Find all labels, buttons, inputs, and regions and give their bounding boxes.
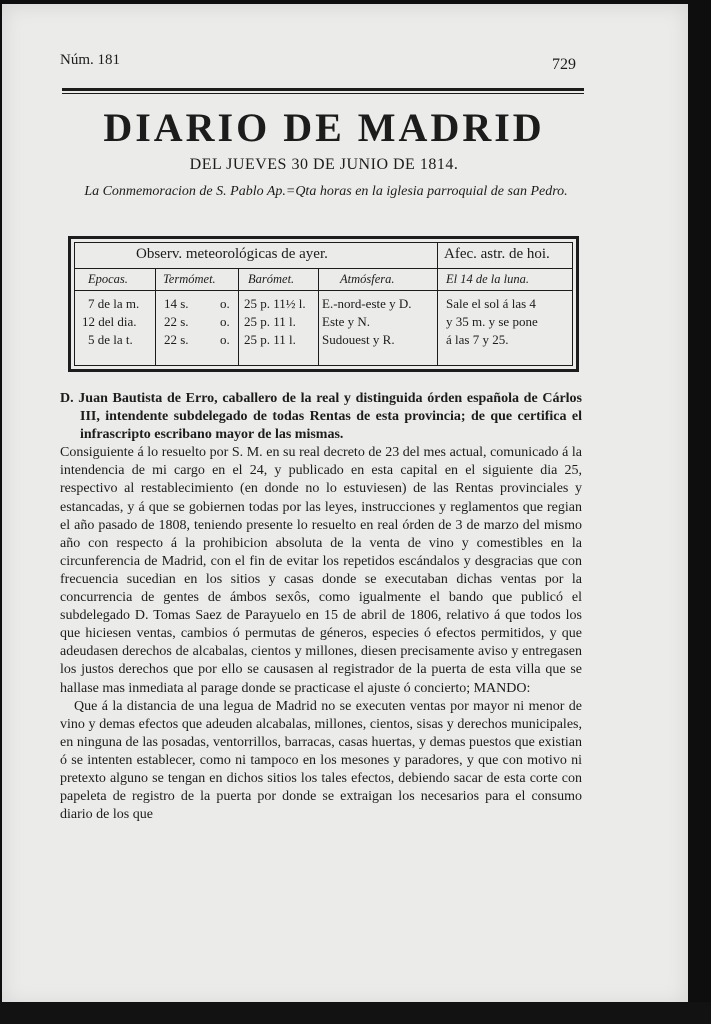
col-divider-3	[318, 269, 319, 366]
row-3-atmos: Sudouest y R.	[322, 332, 395, 347]
astro-line-1: Sale el sol á las 4	[446, 296, 536, 311]
header-rule-top	[62, 88, 584, 91]
col-divider-1	[155, 269, 156, 366]
row-2-epoca: 12 del dia.	[82, 314, 137, 329]
astro-title: Afec. astr. de hoi.	[444, 246, 550, 262]
astro-line-3: á las 7 y 25.	[446, 332, 509, 347]
columns-divider	[75, 290, 572, 291]
weather-table-content	[68, 236, 579, 372]
astro-line-2: y 35 m. y se pone	[446, 314, 538, 329]
article-paragraph-2: Que á la distancia de una legua de Madrid no se executen ventas por mayor ni menor de vino y demas efectos que adeuden alcabalas, millones, cientos, sisas y derechos municipales, en ninguna de las posadas, ventorrillos, barracas, casas huertas, y demas puestos que existian ó se intenten establecer, como ni tampoco en los mesones y paradores, y que con motivo ni pretexto alguno se tengan en dichos sitios los tales efectos, debiendo sacar de esta corte con papeleta de registro de la puerta por donde se extraigan los necesarios para el consumo diario de los que	[60, 698, 582, 823]
col-epocas: Epocas.	[88, 272, 128, 286]
article-body	[60, 390, 582, 824]
scan-background-bottom	[0, 1002, 711, 1024]
article-paragraph-1: Consiguiente á lo resuelto por S. M. en su real decreto de 23 del mes actual, comunicado á la intendencia de mi cargo en el 24, y publicado en esta capital en el siguiente dia 25, respectivo al restablecimiento (en donde no lo estuviesen) de las Rentas provinciales y estancadas, y á que se gobiernen todas por las leyes, instrucciones y reglamentos que regian el año pasado de 1808, teniendo presente lo resuelto en real órden de 3 de marzo del mismo año con respecto á la prohibicion absoluta de la venta de vino y comestibles en la circunferencia de Madrid, con el fin de evitar los repetidos escándalos y desgracias que con frecuencia sucedian en los sitios y casas donde se executaban dichas ventas por la concurrencia de gentes de ámbos sexôs, como igualmente el bando que publicó el subdelegado D. Tomas Saez de Parayuelo en 15 de abril de 1806, relativo á que todos los que hiciesen ventas, cambios ó permutas de géneros, especies ó efectos permitidos, y que adeudasen derechos de alcabalas, cientos y millones, diesen precisamente aviso y entregasen los justos derechos que por ello se causasen al registrador de la puerta de esta villa que se hallase mas inmediata al parage donde se practicase el ajuste ó concierto; MANDO:	[60, 445, 582, 696]
saints-line: La Conmemoracion de S. Pablo Ap.=Qta horas en la iglesia parroquial de san Pedro.	[84, 184, 568, 199]
header-rule-thin	[62, 93, 584, 94]
row-2-termo: 22 s.	[164, 314, 189, 329]
col-divider-2	[238, 269, 239, 366]
row-3-epoca: 5 de la t.	[88, 332, 133, 347]
article-lead: D. Juan Bautista de Erro, caballero de la real y distinguida órden española de Cárlos III, intendente subdelegado de todas Rentas de esta provincia; de que certifica el infrascripto escribano mayor de las mismas.	[60, 391, 582, 443]
row-1-termo2: o.	[220, 296, 230, 311]
page-number: 729	[552, 56, 576, 73]
col-atmosfera: Atmósfera.	[340, 272, 395, 286]
header-divider	[75, 268, 572, 269]
row-3-baro: 25 p. 11 l.	[244, 332, 296, 347]
issue-number: Núm. 181	[60, 52, 120, 68]
row-2-baro: 25 p. 11 l.	[244, 314, 296, 329]
weather-title: Observ. meteorológicas de ayer.	[136, 246, 328, 262]
row-1-baro: 25 p. 11½ l.	[244, 296, 306, 311]
row-3-termo2: o.	[220, 332, 230, 347]
col-barometro: Barómet.	[248, 272, 295, 286]
date-line: DEL JUEVES 30 DE JUNIO DE 1814.	[189, 156, 459, 173]
masthead-title: DIARIO DE MADRID	[103, 105, 545, 150]
col-termometro: Termómet.	[163, 272, 216, 286]
row-2-atmos: Este y N.	[322, 314, 371, 329]
row-1-termo: 14 s.	[164, 296, 189, 311]
row-1-epoca: 7 de la m.	[88, 296, 140, 311]
astro-divider	[437, 242, 438, 366]
col-luna: El 14 de la luna.	[446, 272, 529, 286]
row-1-atmos: E.-nord-este y D.	[322, 296, 412, 311]
newspaper-page	[2, 4, 688, 1006]
row-3-termo: 22 s.	[164, 332, 189, 347]
row-2-termo2: o.	[220, 314, 230, 329]
